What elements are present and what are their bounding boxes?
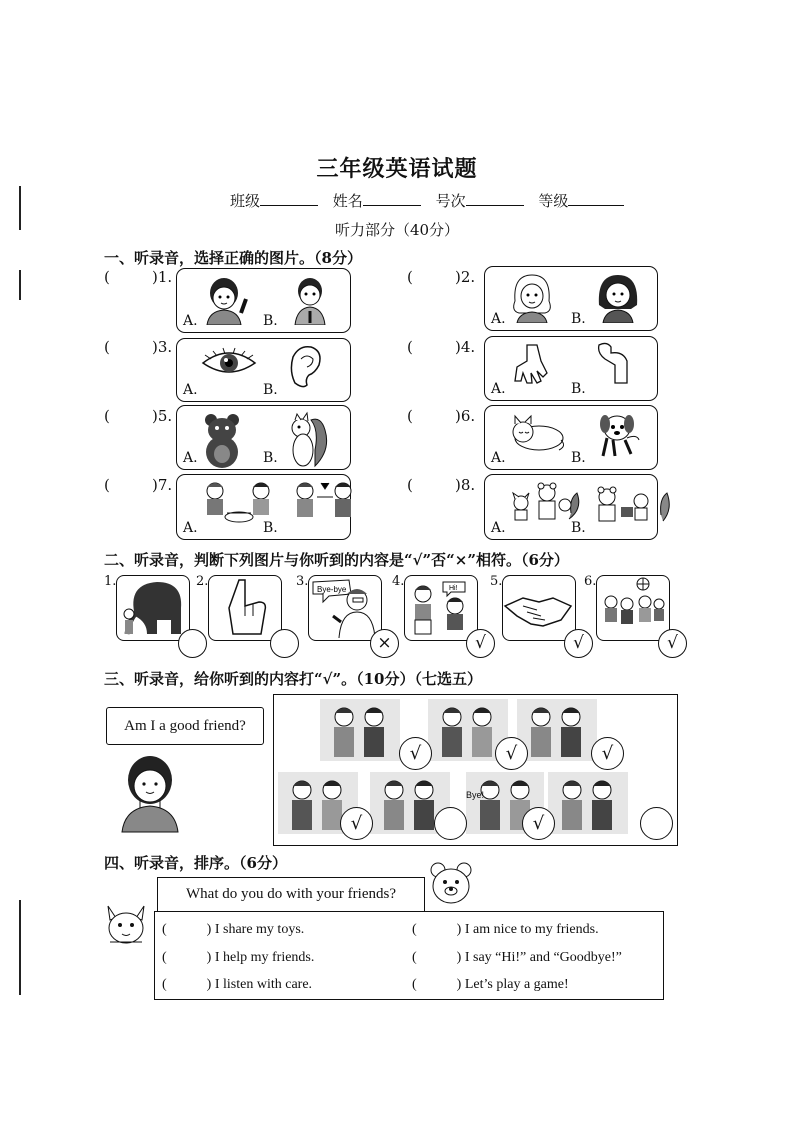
question-number: )5. — [152, 407, 173, 425]
picture-choice-box — [176, 474, 351, 540]
order-blank-open[interactable]: ( — [162, 922, 167, 937]
sentence-text: I say “Hi!” and “Goodbye!” — [464, 950, 622, 965]
ordering-row — [412, 950, 622, 966]
sentence-text: I help my friends. — [214, 950, 315, 965]
girl-blonde-icon[interactable] — [507, 271, 557, 327]
picture-choice-box — [484, 474, 658, 540]
order-blank-close: ) — [456, 977, 462, 992]
question-number: )4. — [455, 338, 476, 356]
friendship-scene-image — [320, 699, 404, 765]
order-blank-open[interactable]: ( — [412, 977, 417, 992]
order-blank-close: ) — [456, 922, 462, 937]
option-a-label: A. — [183, 313, 198, 329]
page-title: 三年级英语试题 — [316, 156, 478, 182]
bear-icon[interactable] — [199, 410, 245, 472]
order-blank-open[interactable]: ( — [162, 977, 167, 992]
animals-sharing-icon[interactable] — [593, 479, 673, 527]
tick-mark: √ — [505, 743, 518, 764]
option-b-label: B. — [263, 382, 278, 398]
picture-number: 2. — [196, 574, 209, 589]
ordering-row — [412, 977, 569, 993]
tick-circle[interactable] — [591, 737, 624, 770]
picture-choice-box — [176, 338, 351, 402]
tick-mark: √ — [532, 813, 545, 834]
picture-choice-box — [176, 405, 351, 470]
sentence-text: I am nice to my friends. — [464, 922, 599, 937]
question-number: )8. — [455, 476, 476, 494]
grade-field-label: 等级 — [538, 192, 569, 210]
tick-mark: √ — [601, 743, 614, 764]
squirrel-icon[interactable] — [285, 410, 331, 472]
picture-number: 1. — [104, 574, 117, 589]
cat-icon[interactable] — [507, 410, 567, 458]
answer-circle[interactable] — [370, 629, 399, 658]
answer-paren[interactable]: ( — [407, 407, 413, 425]
answer-paren[interactable]: ( — [407, 476, 413, 494]
name-field[interactable] — [363, 205, 421, 206]
tick-circle[interactable] — [495, 737, 528, 770]
option-b-label: B. — [263, 520, 278, 536]
answer-paren[interactable]: ( — [104, 407, 110, 425]
order-blank-close: ) — [206, 922, 212, 937]
question-number: )3. — [152, 338, 173, 356]
eye-icon[interactable] — [199, 343, 259, 387]
tick-circle[interactable] — [340, 807, 373, 840]
tick-circle[interactable] — [522, 807, 555, 840]
question-number: )6. — [455, 407, 476, 425]
boy-pointing-icon[interactable] — [285, 273, 335, 329]
option-b-label: B. — [571, 311, 586, 327]
ordering-row — [162, 977, 312, 993]
name-field-label: 姓名 — [332, 192, 363, 210]
squirrel-icon — [100, 898, 152, 950]
sentence-text: I listen with care. — [214, 977, 313, 992]
answer-paren[interactable]: ( — [104, 338, 110, 356]
option-a-label: A. — [491, 520, 506, 536]
order-blank-open[interactable]: ( — [162, 950, 167, 965]
tick-circle[interactable] — [399, 737, 432, 770]
part1-heading: 一、听录音，选择正确的图片。（8分） — [104, 249, 362, 267]
option-b-label: B. — [571, 520, 586, 536]
answer-paren[interactable]: ( — [104, 268, 110, 286]
scan-edge-mark — [19, 270, 21, 300]
option-a-label: A. — [491, 381, 506, 397]
answer-circle[interactable] — [178, 629, 207, 658]
option-b-label: B. — [571, 450, 586, 466]
number-field[interactable] — [466, 205, 524, 206]
student-info — [230, 190, 624, 211]
kids-fighting-icon[interactable] — [285, 479, 365, 529]
picture-choice-box — [484, 405, 658, 470]
tick-circle[interactable] — [640, 807, 673, 840]
judgement-picture — [116, 575, 190, 641]
scan-edge-mark — [19, 900, 21, 995]
class-field-label: 班级 — [230, 192, 261, 210]
sentence-text: I share my toys. — [214, 922, 305, 937]
order-blank-open[interactable]: ( — [412, 950, 417, 965]
ordering-row — [162, 922, 304, 938]
question-number: )2. — [455, 268, 476, 286]
picture-number: 6. — [584, 574, 597, 589]
picture-choice-box — [484, 266, 658, 331]
sentence-text: Let’s play a game! — [464, 977, 569, 992]
speech-text: Hi! — [449, 585, 458, 592]
question-bubble: What do you do with your friends? — [157, 877, 425, 912]
number-field-label: 号次 — [435, 192, 466, 210]
girl-dark-hair-icon[interactable] — [593, 271, 643, 327]
boy-waving-icon[interactable] — [199, 273, 249, 329]
thinking-girl-illustration — [110, 750, 185, 835]
order-blank-close: ) — [206, 950, 212, 965]
question-number: )7. — [152, 476, 173, 494]
answer-circle[interactable] — [658, 629, 687, 658]
answer-mark: √ — [475, 633, 486, 653]
option-b-label: B. — [263, 313, 278, 329]
option-a-label: A. — [491, 311, 506, 327]
speech-text: Bye-bye — [317, 585, 347, 594]
question-number: )1. — [152, 268, 173, 286]
class-field[interactable] — [260, 205, 318, 206]
answer-circle[interactable] — [270, 629, 299, 658]
option-a-label: A. — [183, 450, 198, 466]
order-blank-close: ) — [206, 977, 212, 992]
dog-icon[interactable] — [593, 410, 643, 464]
order-blank-close: ) — [456, 950, 462, 965]
answer-paren[interactable]: ( — [104, 476, 110, 494]
bear-icon — [426, 860, 476, 908]
part4-heading: 四、听录音，排序。（6分） — [104, 854, 287, 872]
tick-circle[interactable] — [434, 807, 467, 840]
answer-mark: √ — [573, 633, 584, 653]
speech-bubble: Am I a good friend? — [106, 707, 264, 745]
answer-circle[interactable] — [564, 629, 593, 658]
answer-paren[interactable]: ( — [407, 338, 413, 356]
ordering-row — [162, 950, 314, 966]
option-a-label: A. — [183, 382, 198, 398]
bye-speech: Bye! — [466, 790, 485, 800]
judgement-picture — [208, 575, 282, 641]
ear-icon[interactable] — [285, 343, 325, 393]
answer-paren[interactable]: ( — [407, 268, 413, 286]
answer-mark: × — [377, 633, 392, 653]
hand-icon[interactable] — [507, 341, 557, 391]
section-subtitle: 听力部分（40分） — [334, 221, 460, 239]
picture-number: 5. — [490, 574, 503, 589]
option-b-label: B. — [263, 450, 278, 466]
picture-choice-box — [484, 336, 658, 401]
picture-choice-box — [176, 268, 351, 333]
answer-mark: √ — [667, 633, 678, 653]
ordering-row — [412, 922, 599, 938]
part2-heading: 二、听录音，判断下列图片与你听到的内容是“√”否“×”相符。（6分） — [104, 551, 569, 569]
arm-icon[interactable] — [593, 341, 633, 391]
option-a-label: A. — [491, 450, 506, 466]
answer-circle[interactable] — [466, 629, 495, 658]
tick-mark: √ — [409, 743, 422, 764]
order-blank-open[interactable]: ( — [412, 922, 417, 937]
option-a-label: A. — [183, 520, 198, 536]
part3-heading: 三、听录音，给你听到的内容打“√”。（10分）（七选五） — [104, 670, 482, 688]
option-b-label: B. — [571, 381, 586, 397]
tick-mark: √ — [350, 813, 363, 834]
picture-number: 4. — [392, 574, 405, 589]
picture-number: 3. — [296, 574, 309, 589]
grade-field[interactable] — [568, 205, 624, 206]
